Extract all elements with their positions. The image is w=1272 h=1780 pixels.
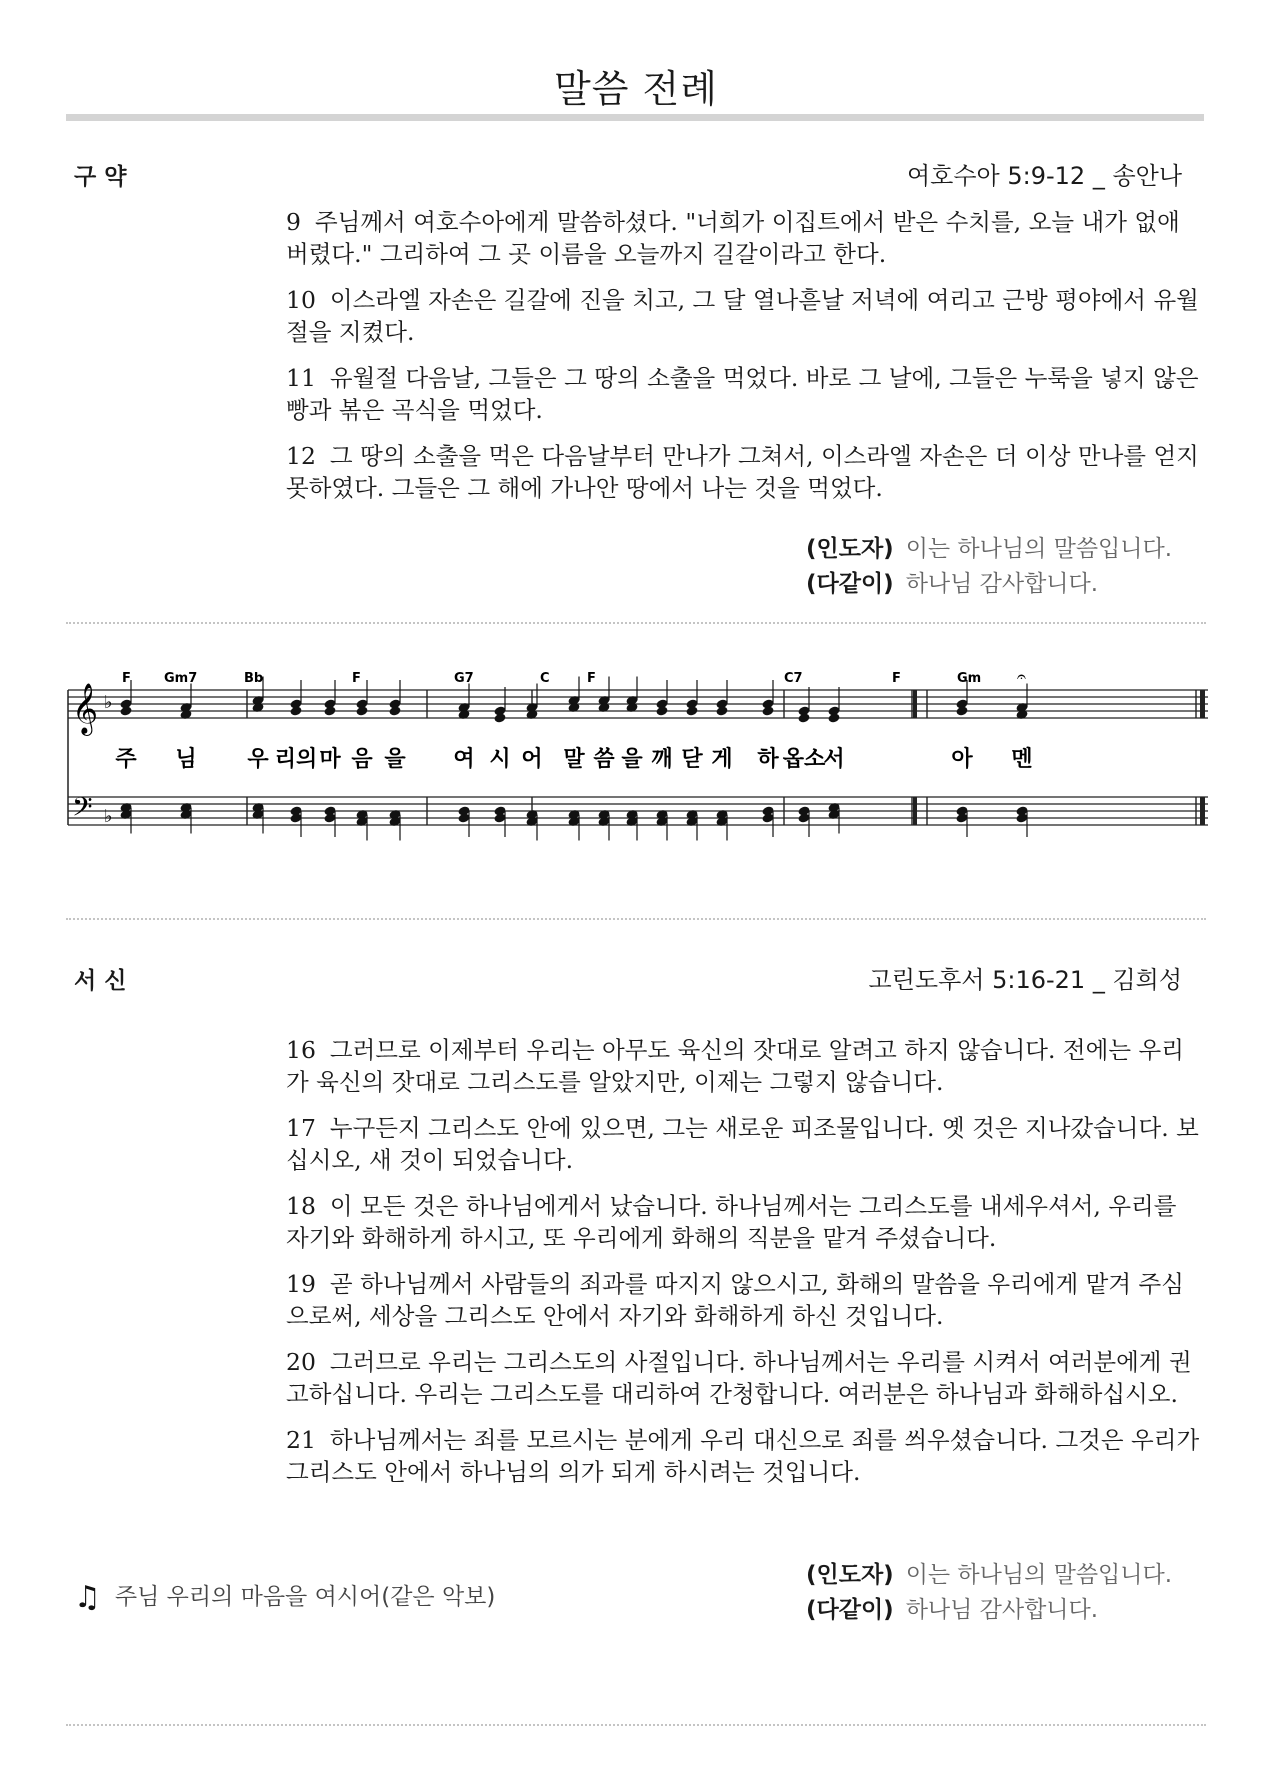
verse bbox=[286, 1190, 1206, 1254]
note-head bbox=[685, 705, 698, 716]
response-text: 하나님 감사합니다. bbox=[905, 571, 1099, 597]
reading1-verses bbox=[286, 206, 1206, 518]
lyric-syllable: 서 bbox=[823, 747, 845, 772]
response-line bbox=[806, 1558, 1172, 1593]
bass-clef-icon: 𝄢 bbox=[72, 791, 93, 829]
lyric-syllable: 시 bbox=[489, 747, 511, 772]
verse bbox=[286, 1268, 1206, 1332]
note-head bbox=[493, 712, 506, 723]
response-text: 이는 하나님의 말씀입니다. bbox=[905, 1562, 1173, 1588]
note-head bbox=[655, 705, 668, 716]
lyric-syllable: 리의 bbox=[274, 747, 318, 772]
lyric-syllable: 씀 bbox=[593, 747, 615, 772]
verse-number: 17 bbox=[286, 1114, 316, 1142]
note-head bbox=[388, 705, 401, 716]
hymn-note-text: 주님 우리의 마음을 여시어(같은 악보) bbox=[114, 1584, 496, 1610]
lyric-syllable: 하 bbox=[757, 747, 779, 772]
reading1-label: 구 약 bbox=[74, 164, 127, 190]
verse-text: 누구든지 그리스도 안에 있으면, 그는 새로운 피조물입니다. 옛 것은 지나갔습니다. 보십시오, 새 것이 되었습니다. bbox=[286, 1114, 1199, 1174]
lyric-syllable: 옵소 bbox=[782, 747, 826, 772]
score-svg bbox=[62, 670, 1212, 855]
chord-symbol: Bb bbox=[244, 671, 264, 686]
reading2-verses bbox=[286, 1034, 1206, 1502]
lyric-syllable: 멘 bbox=[1011, 747, 1033, 772]
verse-number: 19 bbox=[286, 1270, 316, 1298]
verse-text: 그러므로 이제부터 우리는 아무도 육신의 잣대로 알려고 하지 않습니다. 전에는 우리가 육신의 잣대로 그리스도를 알았지만, 이제는 그렇지 않습니다. bbox=[286, 1036, 1184, 1096]
reading2-response bbox=[806, 1558, 1172, 1628]
flat-icon: ♭ bbox=[104, 692, 113, 713]
lyric-syllable: 게 bbox=[711, 747, 733, 772]
response-line bbox=[806, 567, 1172, 602]
verse bbox=[286, 206, 1206, 270]
verse-text: 곧 하나님께서 사람들의 죄과를 따지지 않으시고, 화해의 말씀을 우리에게 맡겨 주심으로써, 세상을 그리스도 안에서 자기와 화해하게 하신 것입니다. bbox=[286, 1270, 1184, 1330]
double-barline bbox=[913, 690, 917, 718]
chord-symbol: F bbox=[122, 671, 131, 686]
verse-text: 그 땅의 소출을 먹은 다음날부터 만나가 그쳐서, 이스라엘 자손은 더 이상 만나를 얻지 못하였다. 그들은 그 해에 가나안 땅에서 나는 것을 먹었다. bbox=[286, 442, 1199, 502]
music-note-icon: ♫ bbox=[74, 1580, 101, 1615]
note-head bbox=[289, 705, 302, 716]
chord-symbol: F bbox=[892, 671, 901, 686]
response-line bbox=[806, 1593, 1172, 1628]
verse bbox=[286, 1424, 1206, 1488]
verse-text: 그러므로 우리는 그리스도의 사절입니다. 하나님께서는 우리를 시켜서 여러분에게 권고하십니다. 우리는 그리스도를 대리하여 간청합니다. 여러분은 하나님과 화해하십시오. bbox=[286, 1348, 1192, 1408]
response-speaker: (인도자) bbox=[806, 536, 894, 562]
response-line bbox=[806, 532, 1172, 567]
verse-text: 하나님께서는 죄를 모르시는 분에게 우리 대신으로 죄를 씌우셨습니다. 그것은 우리가 그리스도 안에서 하나님의 의가 되게 하시려는 것입니다. bbox=[286, 1426, 1200, 1486]
flat-icon: ♭ bbox=[104, 806, 113, 827]
lyric-syllable: 음 bbox=[351, 747, 373, 772]
verse bbox=[286, 440, 1206, 504]
page-title: 말씀 전례 bbox=[554, 67, 718, 111]
verse-text: 이 모든 것은 하나님에게서 났습니다. 하나님께서는 그리스도를 내세우셔서, 우리를 자기와 화해하게 하시고, 또 우리에게 화해의 직분을 맡겨 주셨습니다. bbox=[286, 1192, 1177, 1252]
verse bbox=[286, 1034, 1206, 1098]
chord-symbol: F bbox=[352, 671, 361, 686]
final-barline bbox=[1200, 797, 1205, 825]
lyric-syllable: 님 bbox=[175, 747, 197, 772]
verse-number: 20 bbox=[286, 1348, 316, 1376]
reading2-reference: 고린도후서 5:16-21 _ 김희성 bbox=[868, 966, 1182, 994]
chord-symbol: C7 bbox=[784, 671, 803, 686]
verse-number: 21 bbox=[286, 1426, 316, 1454]
note-head bbox=[715, 705, 728, 716]
response-speaker: (다같이) bbox=[806, 571, 894, 597]
lyric-syllable: 을 bbox=[384, 747, 406, 772]
double-barline bbox=[913, 797, 917, 825]
section-divider bbox=[66, 918, 1206, 920]
lyric-syllable: 주 bbox=[115, 747, 137, 772]
lyric-syllable: 아 bbox=[951, 747, 973, 772]
note-head bbox=[827, 712, 840, 723]
verse bbox=[286, 362, 1206, 426]
reading1-reference: 여호수아 5:9-12 _ 송안나 bbox=[907, 162, 1182, 190]
lyric-syllable: 깨 bbox=[651, 747, 673, 772]
chord-symbol: Gm7 bbox=[164, 671, 198, 686]
note-head bbox=[323, 705, 336, 716]
chord-symbol: C bbox=[540, 671, 550, 686]
hymn-note bbox=[74, 1578, 495, 1615]
note-head bbox=[955, 705, 968, 716]
verse-text: 주님께서 여호수아에게 말씀하셨다. "너희가 이집트에서 받은 수치를, 오늘 내가 없애 버렸다." 그리하여 그 곳 이름을 오늘까지 길갈이라고 한다. bbox=[286, 208, 1180, 268]
verse bbox=[286, 284, 1206, 348]
response-text: 하나님 감사합니다. bbox=[905, 1597, 1099, 1623]
reading1-response bbox=[806, 532, 1172, 602]
verse-number: 18 bbox=[286, 1192, 316, 1220]
note-head bbox=[797, 712, 810, 723]
lyric-syllable: 우 bbox=[247, 747, 269, 772]
chord-symbol: G7 bbox=[454, 671, 474, 686]
verse-text: 유월절 다음날, 그들은 그 땅의 소출을 먹었다. 바로 그 날에, 그들은 누룩을 넣지 않은 빵과 볶은 곡식을 먹었다. bbox=[286, 364, 1199, 424]
chord-symbol: F bbox=[587, 671, 596, 686]
verse bbox=[286, 1346, 1206, 1410]
verse-number: 12 bbox=[286, 442, 316, 470]
fermata-icon: 𝄐 bbox=[1017, 670, 1026, 686]
section-divider bbox=[66, 622, 1206, 624]
lyric-syllable: 말 bbox=[563, 747, 585, 772]
response-speaker: (다같이) bbox=[806, 1597, 894, 1623]
title-divider bbox=[66, 114, 1204, 121]
lyric-syllable: 마 bbox=[319, 747, 341, 772]
verse bbox=[286, 1112, 1206, 1176]
verse-number: 10 bbox=[286, 286, 316, 314]
sheet-music bbox=[62, 670, 1212, 855]
verse-number: 16 bbox=[286, 1036, 316, 1064]
treble-clef-icon: 𝄞 bbox=[72, 683, 99, 734]
response-text: 이는 하나님의 말씀입니다. bbox=[905, 536, 1173, 562]
lyric-syllable: 여 bbox=[453, 747, 475, 772]
chord-symbol: Gm bbox=[957, 671, 982, 686]
response-speaker: (인도자) bbox=[806, 1562, 894, 1588]
reading2-label: 서 신 bbox=[74, 968, 127, 994]
verse-text: 이스라엘 자손은 길갈에 진을 치고, 그 달 열나흗날 저녁에 여리고 근방 평야에서 유월절을 지켰다. bbox=[286, 286, 1199, 346]
lyric-syllable: 을 bbox=[621, 747, 643, 772]
lyric-syllable: 어 bbox=[521, 747, 543, 772]
lyric-syllable: 닫 bbox=[681, 747, 703, 772]
note-head bbox=[761, 705, 774, 716]
verse-number: 11 bbox=[286, 364, 316, 392]
final-barline bbox=[1200, 690, 1205, 718]
note-head bbox=[119, 705, 132, 716]
verse-number: 9 bbox=[286, 208, 301, 236]
section-divider bbox=[66, 1724, 1206, 1726]
note-head bbox=[355, 705, 368, 716]
